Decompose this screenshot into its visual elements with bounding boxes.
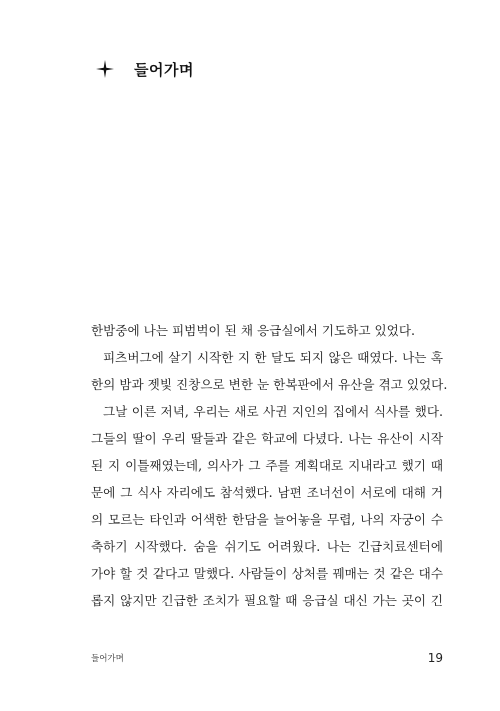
text-line: 의 모르는 타인과 어색한 한담을 늘어놓을 무렵, 나의 자궁이 수 — [91, 512, 443, 527]
text-line: 그들의 딸이 우리 딸들과 같은 학교에 다녔다. 나는 유산이 시작 — [91, 431, 443, 446]
text-line: 그날 이른 저녁, 우리는 새로 사귄 지인의 집에서 식사를 했다. — [103, 404, 443, 419]
page-number: 19 — [427, 651, 443, 665]
page-footer — [91, 651, 443, 665]
text-line: 한밤중에 나는 피범벅이 된 채 응급실에서 기도하고 있었다. — [91, 323, 415, 338]
text-line: 축하기 시작했다. 숨을 쉬기도 어려웠다. 나는 긴급치료센터에 — [91, 539, 443, 554]
text-line: 문에 그 식사 자리에도 참석했다. 남편 조너선이 서로에 대해 거 — [91, 485, 443, 500]
running-head: 들어가며 — [91, 654, 124, 664]
text-line: 된 지 이틀째였는데, 의사가 그 주를 계획대로 지내라고 했기 때 — [91, 458, 443, 473]
text-line: 가야 할 것 같다고 말했다. 사람들이 상처를 꿰매는 것 같은 대수 — [91, 566, 443, 581]
four-point-star-icon — [96, 60, 114, 78]
text-line: 피츠버그에 살기 시작한 지 한 달도 되지 않은 때였다. 나는 혹 — [103, 350, 443, 365]
text-line: 롭지 않지만 긴급한 조치가 필요할 때 응급실 대신 가는 곳이 긴 — [91, 593, 443, 608]
body-text — [91, 317, 448, 614]
chapter-heading — [96, 57, 194, 81]
chapter-title: 들어가며 — [134, 60, 194, 79]
text-line: 한의 밤과 젯빛 진창으로 변한 눈 한복판에서 유산을 겪고 있었다. — [91, 377, 448, 392]
